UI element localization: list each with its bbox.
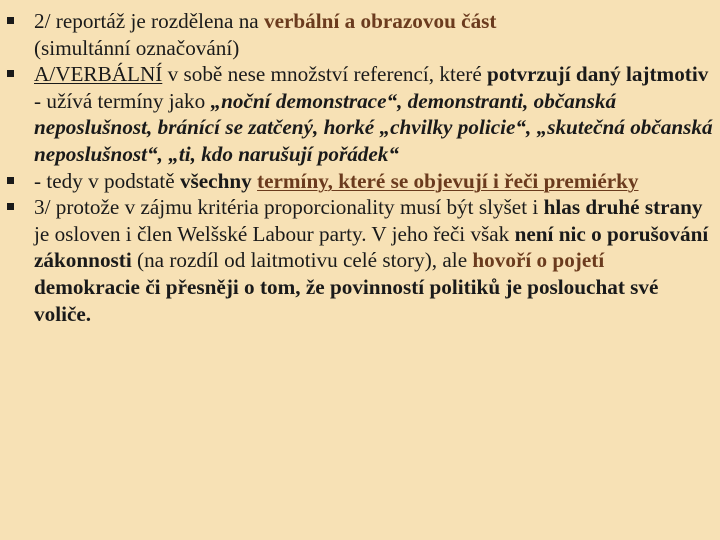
- text: (na rozdíl od laitmotivu celé story), ale: [131, 248, 473, 273]
- text: v sobě nese množství referencí, které: [162, 62, 488, 87]
- text: je osloven i člen Welšské Labour party. V jeho řeči však: [34, 221, 515, 246]
- bold-text: není nic o porušování zákonnosti: [34, 221, 709, 273]
- bullet-item-2: [0, 61, 714, 167]
- highlight-text: verbální a obrazovou část: [264, 9, 497, 33]
- square-bullet-icon: [7, 70, 14, 77]
- text: - užívá termíny jako: [34, 88, 211, 113]
- bullet-item-4: [0, 194, 714, 327]
- verbal-heading: A/VERBÁLNÍ: [34, 62, 163, 87]
- square-bullet-icon: [7, 17, 14, 24]
- quoted-terms: „noční demonstrace“, demonstranti, občanská neposlušnost, bránící se zatčený, horké „chvilky policie“, „skutečná občanská neposlušnost“, „ti, kdo narušují pořádek“: [34, 88, 713, 166]
- square-bullet-icon: [7, 177, 14, 184]
- bold-text: demokracie či přesněji o tom, že povinností politiků je poslouchat své voliče.: [34, 274, 659, 326]
- bold-text: hlas druhé strany: [543, 195, 703, 220]
- bold-text: potvrzují daný lajtmotiv: [487, 62, 709, 87]
- text: - tedy v podstatě: [34, 168, 180, 193]
- underlined-highlight: termíny, které se objevují i řeči premiérky: [257, 168, 639, 193]
- text: 2/ reportáž je rozdělena na: [34, 9, 264, 33]
- text: 3/ protože v zájmu kritéria proporcionality musí být slyšet i: [34, 195, 544, 220]
- highlight-text: hovoří o pojetí: [472, 248, 605, 273]
- bullet-item-1: [0, 8, 714, 61]
- bullet-item-3: [0, 168, 714, 195]
- text: (simultánní označování): [34, 35, 240, 60]
- bold-text: všechny: [179, 168, 252, 193]
- square-bullet-icon: [7, 203, 14, 210]
